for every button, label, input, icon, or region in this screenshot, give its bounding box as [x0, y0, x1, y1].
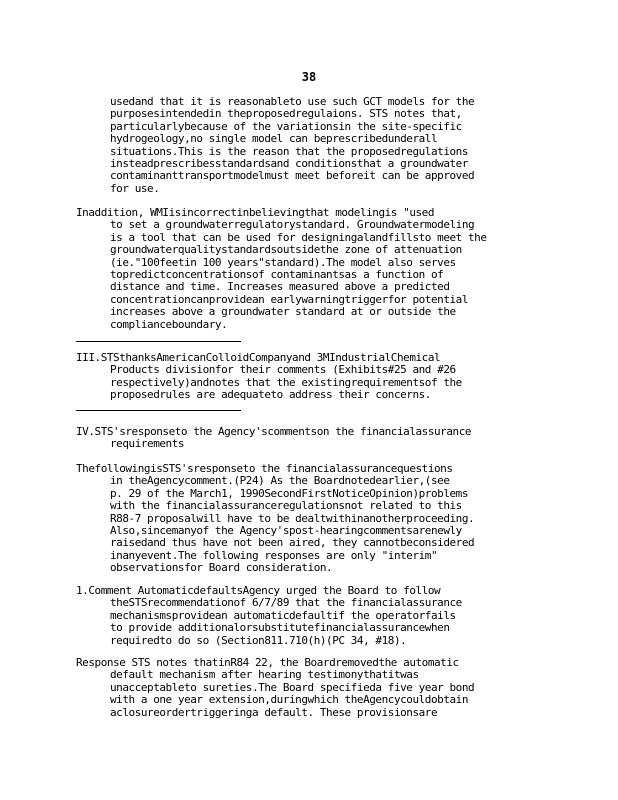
text-line: in theAgencycomment.(P24) As the Boardnotedearlier,(see	[110, 474, 450, 488]
text-line: particularlybecause of the variationsin the site-specific	[110, 119, 462, 133]
text-line: insteadprescribesstandardsand conditionsthat a groundwater	[110, 157, 469, 171]
text-line: IV.STS'sresponseto the Agency'scommentson the financialassurance	[76, 425, 472, 438]
text-line: complianceboundary.	[110, 317, 228, 331]
text-line: III.STSthanksAmericanColloidCompanyand 3MIndustrialChemical	[76, 351, 441, 364]
text-line: ThefollowingisSTS'sresponseto the financialassurancequestions	[76, 462, 453, 475]
text-line: to set a groundwaterregulatorystandard. Groundwatermodeling	[110, 218, 475, 232]
text-line: theSTSrecommendationof 6/7/89 that the financialassurance	[110, 596, 462, 610]
paragraph-section-iii	[76, 352, 556, 402]
text-line: proposedrules are adequateto address their concerns.	[110, 388, 431, 402]
text-line: contaminanttransportmodelmust meet beforeit can be approved	[110, 169, 475, 183]
text-line: with a one year extension,duringwhich theAgencycouldobtain	[110, 693, 469, 707]
text-line: unacceptableto sureties.The Board specifieda five year bond	[110, 680, 475, 694]
paragraph-sts-response	[76, 463, 556, 575]
text-line: concentrationcanprovidean earlywarningtriggerfor potential	[110, 292, 469, 306]
text-line: usedand that it is reasonableto use such GCT models for the	[110, 95, 475, 108]
text-line: (ie."100feetin 100 years"standard).The model also serves	[110, 255, 456, 269]
paragraph-response-1	[76, 657, 556, 719]
text-line: Also,sincemanyof the Agency'spost-hearingcommentsarenewly	[110, 524, 462, 538]
text-line: requiredto do so (Section811.710(h)(PC 34, #18).	[110, 633, 407, 647]
text-line: respectively)andnotes that the existingrequirementsof the	[110, 375, 462, 389]
text-line: distance and time. Increases measured above a predicted	[110, 280, 450, 294]
text-line: inanyevent.The following responses are only "interim"	[110, 548, 438, 562]
text-line: topredictconcentrationsof contaminantsas a function of	[110, 268, 444, 282]
text-line: situations.This is the reason that the proposedregulations	[110, 144, 469, 158]
text-line: aclosureordertriggeringa default. These provisionsare	[110, 705, 438, 719]
text-line: p. 29 of the March1, 1990SecondFirstNoticeOpinion)problems	[110, 486, 469, 500]
paragraph-section-iv-heading	[76, 426, 556, 451]
text-line: Inaddition, WMIisincorrectinbelievingthat modelingis "used	[76, 206, 435, 219]
text-line: groundwaterqualitystandardsoutsidethe zone of attenuation	[110, 243, 462, 257]
paragraph-wmi-modeling	[76, 207, 556, 331]
text-line: raisedand thus have not been aired, they cannotbeconsidered	[110, 536, 475, 550]
text-line: to provide additionalorsubstitutefinancialassurancewhen	[110, 621, 450, 635]
text-line: R88-7 proposalwill have to be dealtwithinanotherproceeding.	[110, 511, 475, 525]
text-line: for use.	[110, 181, 160, 195]
text-line: Response STS notes thatinR84 22, the Boardremovedthe automatic	[76, 656, 459, 669]
text-line: default mechanism after hearing testimonythatitwas	[110, 668, 419, 682]
page-number: 38	[301, 70, 317, 84]
text-line: is a tool that can be used for designingalandfillsto meet the	[110, 230, 487, 244]
text-line: hydrogeology,no single model can beprescribedunderall	[110, 132, 438, 146]
text-line: Products divisionfor their comments (Exhibits#25 and #26	[110, 363, 456, 377]
text-line: with the financialassuranceregulationsnot related to this	[110, 499, 462, 513]
text-line: 1.Comment AutomaticdefaultsAgency urged the Board to follow	[76, 584, 441, 597]
text-line: mechanismsprovidean automaticdefaultif the operatorfails	[110, 608, 456, 622]
section-divider	[76, 410, 241, 411]
paragraph-model-use	[76, 96, 556, 195]
text-line: requirements	[110, 437, 185, 451]
text-line: purposesintendedin theproposedregulaions. STS notes that,	[110, 107, 462, 121]
paragraph-comment-1	[76, 585, 556, 647]
text-line: increases above a groundwater standard at or outside the	[110, 305, 456, 319]
text-line: observationsfor Board consideration.	[110, 561, 333, 575]
section-divider	[76, 341, 241, 342]
